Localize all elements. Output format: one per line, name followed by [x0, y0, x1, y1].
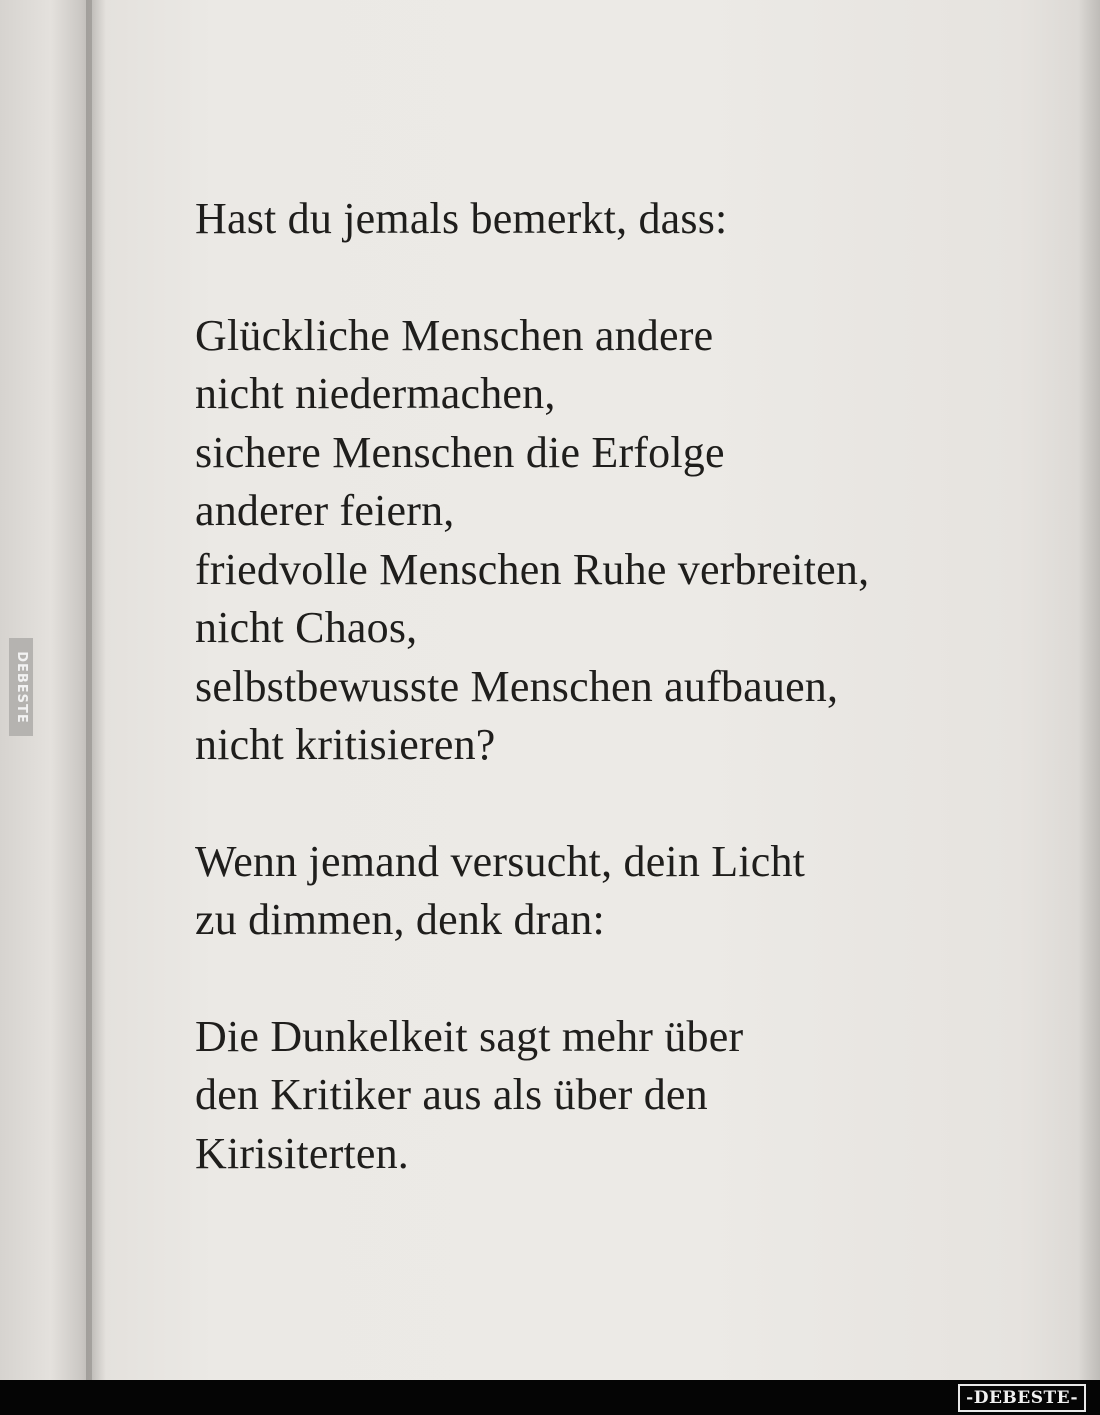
text-line: nicht kritisieren?: [195, 720, 496, 769]
text-line: den Kritiker aus als über den: [195, 1070, 708, 1119]
text-line: Kirisiterten.: [195, 1128, 409, 1178]
book-gutter-shadow: [86, 0, 106, 1380]
text-line: nicht niedermachen,: [195, 369, 556, 418]
paragraph-gap: [195, 950, 1015, 1008]
text-line: friedvolle Menschen Ruhe verbreiten,: [195, 544, 870, 594]
text-line: Wenn jemand versucht, dein Licht: [195, 836, 806, 886]
quote-text: [195, 190, 1015, 1183]
text-line: Die Dunkelkeit sagt mehr über: [195, 1011, 744, 1061]
text-line: zu dimmen, denk dran:: [195, 895, 605, 944]
text-line: selbstbewusste Menschen aufbauen,: [195, 661, 839, 711]
page-edge: [1078, 0, 1100, 1380]
text-line: nicht Chaos,: [195, 603, 418, 652]
paragraph-gap: [195, 249, 1015, 307]
text-line: anderer feiern,: [195, 486, 455, 535]
side-watermark-text: DEBESTE: [13, 650, 29, 724]
text-line: Hast du jemals bemerkt, dass:: [195, 194, 728, 243]
paragraph-gap: [195, 775, 1015, 833]
watermark-logo: -DEBESTE-: [958, 1384, 1086, 1412]
bottom-watermark-bar: [0, 1380, 1100, 1415]
text-line: Glückliche Menschen andere: [195, 310, 714, 360]
side-watermark: [9, 638, 33, 736]
text-line: sichere Menschen die Erfolge: [195, 427, 725, 477]
